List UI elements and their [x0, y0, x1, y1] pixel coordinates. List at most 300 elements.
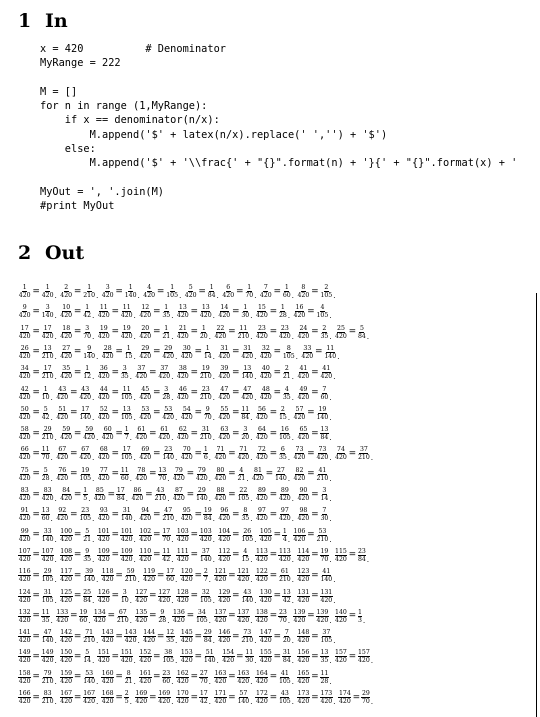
- fraction: [41, 284, 54, 298]
- denominator: 420: [297, 576, 310, 583]
- fraction: [195, 609, 208, 623]
- separator: ,: [133, 351, 136, 359]
- numerator: 23: [164, 446, 173, 454]
- numerator: 109: [120, 547, 133, 555]
- numerator: 96: [220, 507, 229, 515]
- fraction: [83, 304, 92, 318]
- output-line: [18, 403, 538, 420]
- separator: ,: [291, 554, 295, 562]
- separator: ,: [170, 392, 174, 400]
- fraction: [252, 467, 265, 481]
- fraction: [255, 568, 268, 582]
- separator: ,: [50, 412, 53, 420]
- separator: ,: [329, 534, 332, 542]
- denominator: 420: [120, 535, 133, 542]
- equals-sign: =: [190, 306, 199, 317]
- fraction: [135, 690, 148, 704]
- equals-sign: =: [32, 651, 40, 662]
- separator: ,: [250, 412, 253, 420]
- code-line: else:: [40, 143, 96, 156]
- numerator: 30: [182, 344, 191, 352]
- numerator: 149: [41, 649, 54, 657]
- denominator: 420: [139, 413, 152, 420]
- fraction: [162, 528, 171, 542]
- fraction: [335, 548, 348, 562]
- fraction: [180, 446, 193, 460]
- numerator: 19: [122, 324, 131, 332]
- separator: ,: [333, 595, 336, 603]
- denominator: 420: [18, 413, 31, 420]
- numerator: 36: [99, 365, 108, 373]
- denominator: 420: [214, 698, 227, 704]
- equals-sign: =: [348, 550, 357, 561]
- numerator: 85: [95, 487, 104, 494]
- denominator: 21: [83, 535, 92, 542]
- fraction: [176, 304, 189, 318]
- numerator: 55: [220, 405, 229, 413]
- fraction: [203, 649, 216, 663]
- fraction: [259, 649, 272, 663]
- denominator: 420: [18, 352, 31, 359]
- denominator: 420: [255, 698, 268, 704]
- equals-sign: =: [73, 286, 82, 297]
- equals-sign: =: [194, 448, 203, 459]
- denominator: 420: [101, 677, 114, 684]
- fraction: [97, 507, 110, 521]
- separator: ,: [253, 636, 257, 644]
- numerator: 120: [180, 568, 193, 576]
- fraction: [255, 507, 268, 521]
- equals-sign: =: [311, 570, 319, 581]
- denominator: 420: [18, 393, 31, 400]
- fraction: [79, 507, 92, 521]
- fraction: [278, 304, 287, 318]
- separator: ,: [329, 392, 332, 400]
- numerator: 17: [162, 527, 171, 535]
- denominator: 420: [97, 393, 110, 400]
- fraction: [139, 670, 152, 684]
- fraction: [162, 507, 175, 521]
- denominator: 420: [297, 292, 310, 298]
- fraction: [101, 284, 114, 298]
- denominator: 420: [93, 616, 106, 623]
- numerator: 81: [254, 466, 262, 474]
- numerator: 3: [164, 385, 169, 393]
- numerator: 11: [122, 385, 131, 393]
- equals-sign: =: [73, 489, 82, 500]
- numerator: 4: [239, 466, 244, 474]
- denominator: 420: [139, 352, 152, 359]
- separator: ,: [54, 372, 57, 380]
- numerator: 47: [243, 385, 252, 393]
- denominator: 35: [282, 393, 291, 400]
- denominator: 420: [135, 434, 148, 441]
- fraction: [116, 609, 129, 623]
- separator: ,: [95, 575, 99, 583]
- fraction: [56, 386, 69, 400]
- denominator: 105: [278, 698, 291, 704]
- equals-sign: =: [232, 388, 240, 398]
- denominator: 35: [241, 515, 250, 522]
- fraction: [60, 426, 73, 440]
- fraction: [139, 345, 152, 359]
- equals-sign: =: [352, 692, 361, 703]
- numerator: 68: [99, 446, 108, 454]
- denominator: 420: [297, 515, 310, 522]
- fraction: [255, 487, 268, 501]
- fraction: [120, 548, 133, 562]
- numerator: 31: [122, 507, 131, 515]
- equals-sign: =: [73, 550, 82, 561]
- fraction: [184, 284, 197, 298]
- denominator: 15: [241, 555, 250, 562]
- fraction: [79, 406, 92, 420]
- denominator: 420: [218, 352, 231, 359]
- fraction: [135, 426, 148, 440]
- denominator: 420: [97, 657, 110, 664]
- equals-sign: =: [186, 611, 195, 622]
- denominator: 420: [120, 312, 133, 319]
- equals-sign: =: [111, 388, 120, 398]
- separator: ,: [54, 575, 57, 583]
- separator: ,: [167, 473, 170, 481]
- separator: ,: [125, 494, 129, 501]
- denominator: 420: [176, 373, 189, 380]
- separator: ,: [170, 372, 174, 380]
- fraction: [320, 568, 333, 582]
- denominator: 420: [214, 677, 227, 684]
- fraction: [124, 629, 137, 643]
- numerator: 116: [18, 568, 31, 576]
- separator: ,: [170, 331, 174, 339]
- equals-sign: =: [111, 509, 120, 520]
- numerator: 100: [60, 527, 73, 535]
- numerator: 121: [237, 568, 250, 576]
- fraction: [162, 304, 171, 318]
- denominator: 420: [101, 576, 114, 583]
- fraction: [297, 365, 310, 379]
- numerator: 19: [201, 365, 210, 373]
- numerator: 141: [18, 629, 31, 637]
- separator: ,: [362, 615, 366, 623]
- fraction: [214, 446, 227, 460]
- denominator: 420: [338, 698, 351, 704]
- fraction: [278, 426, 291, 440]
- output-line: [18, 281, 538, 298]
- equals-sign: =: [307, 306, 315, 317]
- denominator: 420: [101, 698, 114, 704]
- numerator: 103: [176, 527, 189, 535]
- fraction: [255, 446, 268, 460]
- numerator: 23: [278, 608, 287, 616]
- fraction: [139, 406, 152, 420]
- numerator: 17: [122, 446, 131, 454]
- separator: ,: [291, 575, 295, 583]
- separator: ,: [133, 514, 136, 522]
- fraction: [41, 670, 54, 684]
- denominator: 420: [139, 677, 152, 684]
- equals-sign: =: [273, 591, 282, 601]
- section-title: Out: [45, 242, 85, 264]
- equals-sign: =: [194, 651, 203, 662]
- equals-sign: =: [73, 306, 82, 317]
- separator: ,: [291, 676, 295, 684]
- separator: ,: [329, 676, 332, 684]
- output-line: [18, 423, 538, 440]
- numerator: 11: [41, 608, 50, 616]
- denominator: 15: [278, 413, 287, 420]
- numerator: 7: [322, 385, 327, 393]
- denominator: 4: [282, 535, 287, 542]
- numerator: 56: [257, 405, 266, 413]
- section-number: 2: [18, 242, 32, 264]
- equals-sign: =: [69, 408, 78, 419]
- equals-sign: =: [32, 570, 40, 581]
- equals-sign: =: [152, 672, 161, 683]
- denominator: 140: [41, 312, 54, 319]
- separator: ,: [291, 494, 295, 501]
- equals-sign: =: [111, 367, 120, 378]
- denominator: 420: [297, 555, 310, 562]
- separator: ,: [133, 554, 136, 562]
- denominator: 420: [60, 555, 73, 562]
- separator: ,: [329, 656, 332, 664]
- numerator: 27: [62, 344, 71, 352]
- numerator: 147: [259, 629, 272, 637]
- fraction: [316, 446, 329, 460]
- denominator: 420: [218, 434, 231, 441]
- fraction: [320, 589, 333, 603]
- fraction: [222, 649, 235, 663]
- separator: ,: [54, 433, 57, 441]
- separator: ,: [50, 392, 53, 400]
- denominator: 420: [176, 535, 189, 542]
- denominator: 420: [97, 515, 110, 522]
- separator: ,: [291, 331, 295, 339]
- fraction: [41, 568, 54, 582]
- separator: ,: [212, 534, 216, 542]
- denominator: 420: [278, 332, 291, 339]
- denominator: 420: [214, 616, 227, 623]
- numerator: 23: [81, 507, 90, 515]
- fraction: [278, 609, 287, 623]
- separator: ,: [91, 656, 95, 664]
- numerator: 113: [255, 547, 268, 555]
- fraction: [83, 649, 92, 663]
- numerator: 1: [358, 608, 362, 616]
- output-line: [18, 301, 538, 318]
- numerator: 11: [326, 344, 335, 352]
- denominator: 420: [259, 373, 272, 380]
- denominator: 420: [176, 332, 189, 339]
- fraction: [120, 528, 133, 542]
- denominator: 420: [60, 373, 73, 380]
- denominator: 84: [320, 434, 329, 441]
- fraction: [199, 325, 208, 339]
- denominator: 105: [278, 677, 291, 684]
- numerator: 172: [255, 690, 268, 697]
- denominator: 420: [97, 535, 110, 542]
- fraction: [124, 284, 137, 298]
- numerator: 137: [214, 608, 227, 616]
- fraction: [56, 467, 69, 481]
- separator: ,: [91, 331, 95, 339]
- fraction: [97, 406, 110, 420]
- fraction: [218, 386, 231, 400]
- fraction: [255, 690, 268, 704]
- denominator: 35: [320, 657, 329, 664]
- numerator: 7: [322, 507, 327, 515]
- fraction: [56, 406, 69, 420]
- numerator: 51: [205, 649, 214, 657]
- denominator: 420: [176, 596, 189, 603]
- denominator: 140: [120, 515, 133, 522]
- numerator: 1: [284, 284, 289, 291]
- numerator: 43: [156, 487, 165, 494]
- fraction: [297, 487, 310, 501]
- equals-sign: =: [32, 591, 40, 601]
- code-line: if x == denominator(n/x):: [40, 114, 220, 127]
- numerator: 83: [43, 690, 52, 697]
- denominator: 420: [222, 292, 235, 298]
- denominator: 420: [18, 292, 31, 298]
- numerator: 11: [245, 649, 254, 657]
- numerator: 123: [297, 568, 310, 576]
- separator: ,: [212, 392, 216, 400]
- separator: ,: [287, 311, 291, 319]
- denominator: 84: [358, 555, 366, 562]
- separator: ,: [329, 494, 332, 501]
- numerator: 25: [337, 324, 345, 332]
- separator: ,: [329, 331, 332, 339]
- denominator: 420: [297, 596, 310, 603]
- denominator: 420: [218, 515, 231, 522]
- equals-sign: =: [115, 672, 123, 683]
- numerator: 52: [99, 405, 108, 413]
- equals-sign: =: [228, 672, 236, 683]
- denominator: 140: [237, 698, 250, 704]
- denominator: 420: [259, 352, 272, 359]
- denominator: 420: [172, 495, 185, 501]
- numerator: 45: [141, 385, 150, 393]
- output-line: [18, 667, 538, 684]
- separator: ,: [212, 554, 216, 562]
- numerator: 163: [214, 669, 227, 677]
- separator: ,: [170, 676, 174, 684]
- numerator: 23: [201, 385, 210, 393]
- denominator: 210: [124, 576, 137, 583]
- numerator: 44: [99, 385, 108, 393]
- numerator: 6: [280, 446, 285, 454]
- numerator: 37: [160, 365, 169, 373]
- fraction: [116, 487, 125, 501]
- denominator: 420: [255, 555, 268, 562]
- fraction: [83, 365, 92, 379]
- equals-sign: =: [265, 469, 274, 480]
- equals-sign: =: [32, 408, 40, 419]
- section-number: 1: [18, 10, 32, 32]
- equals-sign: =: [194, 509, 203, 520]
- fraction: [18, 426, 31, 440]
- separator: ,: [91, 473, 95, 481]
- fraction: [324, 345, 337, 359]
- numerator: 73: [243, 629, 252, 637]
- denominator: 420: [18, 677, 31, 684]
- numerator: 162: [176, 669, 189, 677]
- numerator: 3: [105, 284, 110, 291]
- denominator: 105: [41, 576, 54, 583]
- separator: ,: [54, 595, 57, 603]
- fraction: [241, 386, 254, 400]
- denominator: 420: [162, 413, 175, 420]
- fraction: [335, 446, 348, 460]
- equals-sign: =: [273, 286, 282, 297]
- fraction: [79, 446, 92, 460]
- denominator: 420: [60, 352, 73, 359]
- code-line: M.append('$' + '\\frac{' + "{}".format(n) + '}{' + "{}".format(x) + ': [40, 157, 518, 170]
- separator: ,: [291, 372, 295, 380]
- denominator: 420: [60, 698, 73, 704]
- fraction: [143, 629, 156, 643]
- numerator: 1: [209, 284, 214, 291]
- fraction: [41, 386, 50, 400]
- output-line: [18, 362, 538, 379]
- equals-sign: =: [190, 428, 199, 439]
- numerator: 89: [257, 487, 266, 494]
- equals-sign: =: [111, 327, 120, 338]
- fraction: [255, 548, 268, 562]
- numerator: 1: [170, 284, 175, 291]
- denominator: 420: [255, 677, 268, 684]
- fraction: [218, 528, 231, 542]
- denominator: 420: [18, 576, 31, 583]
- denominator: 210: [199, 434, 212, 441]
- denominator: 30: [320, 515, 329, 522]
- denominator: 420: [176, 698, 189, 704]
- denominator: 420: [60, 657, 73, 664]
- numerator: 79: [197, 466, 206, 474]
- separator: ,: [208, 615, 212, 623]
- section-heading-in: [18, 10, 68, 32]
- fraction: [241, 507, 250, 521]
- denominator: 21: [162, 332, 171, 339]
- separator: ,: [167, 615, 170, 623]
- fraction: [180, 629, 193, 643]
- numerator: 23: [162, 669, 171, 677]
- fraction: [358, 609, 363, 623]
- fraction: [162, 649, 175, 663]
- denominator: 42: [199, 698, 208, 704]
- separator: ,: [291, 697, 295, 704]
- numerator: 88: [216, 487, 225, 494]
- separator: ,: [208, 697, 212, 704]
- numerator: 53: [85, 669, 94, 677]
- denominator: 420: [139, 454, 152, 461]
- equals-sign: =: [273, 347, 282, 358]
- equals-sign: =: [107, 489, 116, 500]
- equals-sign: =: [152, 327, 161, 338]
- fraction: [335, 649, 348, 663]
- denominator: 420: [255, 616, 268, 623]
- equals-sign: =: [32, 672, 40, 683]
- denominator: 420: [93, 495, 106, 501]
- fraction: [297, 629, 310, 643]
- numerator: 2: [280, 405, 285, 413]
- denominator: 7: [203, 576, 208, 583]
- numerator: 135: [135, 608, 148, 616]
- numerator: 75: [20, 466, 29, 474]
- numerator: 23: [358, 547, 366, 555]
